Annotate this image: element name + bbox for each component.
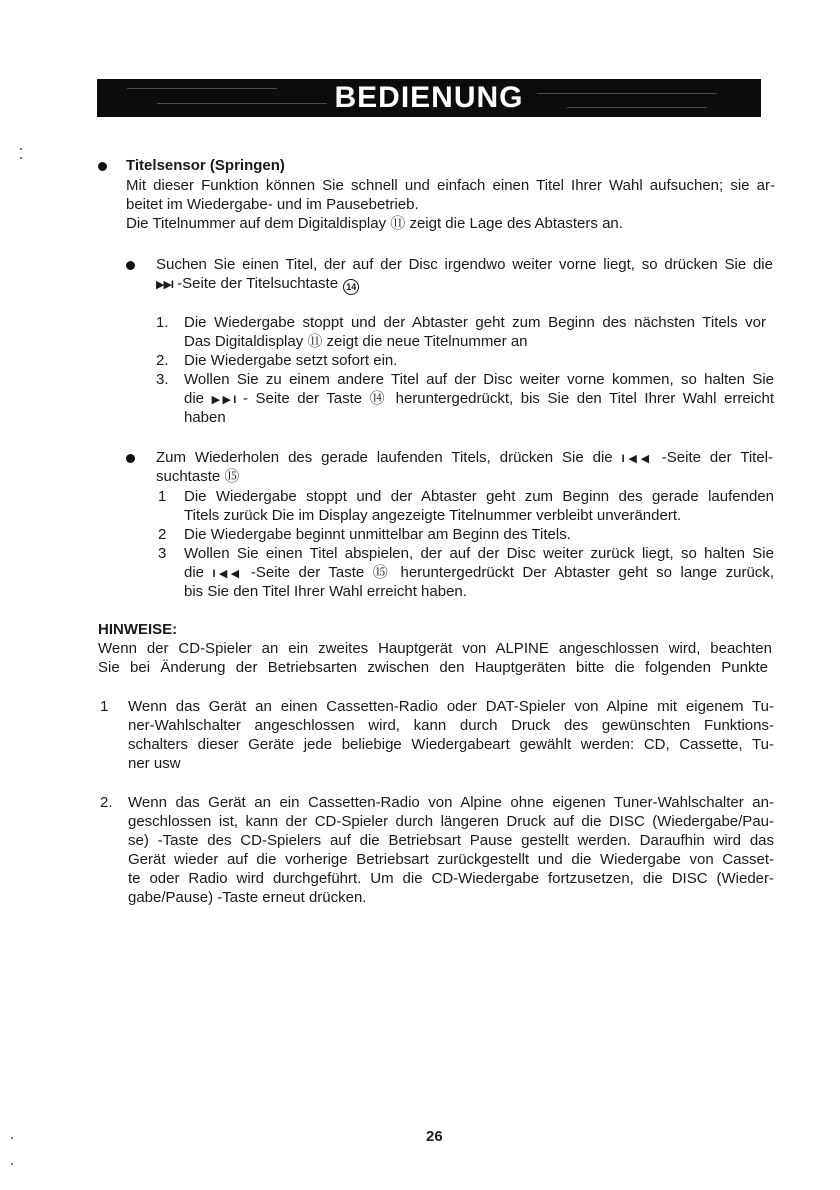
note-2-line-1: Wenn das Gerät an ein Cassetten-Radio von Alpine ohne eigenen Tuner-Wahlschalter an- xyxy=(128,794,774,811)
backward-step-3-line-1: Wollen Sie einen Titel abspielen, der auf der Disc weiter zurück liegt, so halten Sie xyxy=(184,545,774,562)
skip-forward-icon: ▶▶I xyxy=(156,279,173,291)
scan-speck xyxy=(20,148,22,150)
scan-speck xyxy=(11,1163,13,1165)
backward-step-1-line-2: Titels zurück Die im Display angezeigte Titelnummer verbleibt unverändert. xyxy=(184,507,682,524)
forward-step-1-line-2: Das Digitaldisplay ⑪ zeigt die neue Titelnummer an xyxy=(184,333,528,350)
key-ref-badge: 14 xyxy=(343,279,359,295)
forward-bullet xyxy=(126,261,135,270)
forward-line-1: Suchen Sie einen Titel, der auf der Disc irgendwo weiter vorne liegt, so drücken Sie die xyxy=(156,256,773,273)
backward-step-2-line-1: Die Wiedergabe beginnt unmittelbar am Beginn des Titels. xyxy=(184,526,571,543)
note-2-line-2: geschlossen ist, kann der CD-Spieler durch längeren Druck auf die DISC (Wiedergabe/Pau- xyxy=(128,813,774,830)
backward-step-3-line-3: bis Sie den Titel Ihrer Wahl erreicht haben. xyxy=(184,583,467,600)
scan-speck xyxy=(20,157,22,159)
intro-line-2: beitet im Wiedergabe- und im Pausebetrieb. xyxy=(126,196,419,213)
note-1-num: 1 xyxy=(100,698,109,715)
forward-step-2-num: 2. xyxy=(156,352,169,369)
section-bullet xyxy=(98,162,107,171)
note-1-line-2: ner-Wahlschalter angeschlossen wird, kann durch Druck des gewünschten Funktions- xyxy=(128,717,774,734)
skip-forward-icon: ▶▶I xyxy=(211,394,236,406)
note-1-line-3: schalters dieser Geräte jede beliebige Wiedergabeart gewählt werden: CD, Cassette, Tu- xyxy=(128,736,774,753)
note-2-line-6: gabe/Pause) -Taste erneut drücken. xyxy=(128,889,367,906)
forward-step-1-num: 1. xyxy=(156,314,169,331)
notes-intro-line-2: Sie bei Änderung der Betriebsarten zwischen den Hauptgeräten bitte die folgenden Punkte xyxy=(98,659,768,676)
forward-step-2-line-1: Die Wiedergabe setzt sofort ein. xyxy=(184,352,398,369)
skip-back-icon: I◀◀ xyxy=(621,453,653,465)
forward-step-3-line-2: die ▶▶I - Seite der Taste ⑭ heruntergedrückt, bis Sie den Titel Ihrer Wahl erreicht xyxy=(184,390,775,407)
backward-bullet xyxy=(126,454,135,463)
page-header-banner xyxy=(97,79,761,117)
backward-step-3-line-2: die I◀◀ -Seite der Taste ⑮ heruntergedrückt Der Abtaster geht so lange zurück, xyxy=(184,564,775,581)
note-2-line-5: te oder Radio wird durchgeführt. Um die CD-Wiedergabe fortzusetzen, die DISC (Wieder- xyxy=(128,870,774,887)
note-2-line-4: Gerät wieder auf die vorherige Betriebsart zurückgestellt und die Wiedergabe von Casset- xyxy=(128,851,774,868)
forward-step-3-line-3: haben xyxy=(184,409,226,426)
backward-step-1-num: 1 xyxy=(158,488,167,505)
page-number: 26 xyxy=(426,1128,443,1145)
backward-line-2: suchtaste ⑮ xyxy=(156,468,240,485)
intro-line-1: Mit dieser Funktion können Sie schnell und einfach einen Titel Ihrer Wahl aufsuchen; sie ar- xyxy=(126,177,775,194)
backward-line-1: Zum Wiederholen des gerade laufenden Titels, drücken Sie die I◀◀ -Seite der Titel- xyxy=(156,449,774,466)
intro-line-3: Die Titelnummer auf dem Digitaldisplay ⑪ zeigt die Lage des Abtasters an. xyxy=(126,215,623,232)
backward-step-3-num: 3 xyxy=(158,545,167,562)
notes-heading: HINWEISE: xyxy=(98,621,178,638)
note-1-line-1: Wenn das Gerät an einen Cassetten-Radio oder DAT-Spieler von Alpine mit eigenem Tu- xyxy=(128,698,774,715)
forward-step-3-num: 3. xyxy=(156,371,169,388)
section-heading: Titelsensor (Springen) xyxy=(126,157,285,174)
forward-line-2: ▶▶I -Seite der Titelsuchtaste 14 xyxy=(156,274,360,295)
backward-step-1-line-1: Die Wiedergabe stoppt und der Abtaster geht zum Beginn des gerade laufenden xyxy=(184,488,774,505)
forward-step-1-line-1: Die Wiedergabe stoppt und der Abtaster geht zum Beginn des nächsten Titels vor xyxy=(184,314,766,331)
notes-intro-line-1: Wenn der CD-Spieler an ein zweites Hauptgerät von ALPINE angeschlossen wird, beachten xyxy=(98,640,772,657)
page-title: BEDIENUNG xyxy=(320,79,537,117)
note-1-line-4: ner usw xyxy=(128,755,181,772)
forward-step-3-line-1: Wollen Sie zu einem andere Titel auf der Disc weiter vorne kommen, so halten Sie xyxy=(184,371,774,388)
skip-back-icon: I◀◀ xyxy=(212,568,243,580)
note-2-num: 2. xyxy=(100,794,113,811)
note-2-line-3: se) -Taste des CD-Spielers auf die Betriebsart Pause gestellt werden. Daraufhin wird das xyxy=(128,832,774,849)
backward-step-2-num: 2 xyxy=(158,526,167,543)
scan-speck xyxy=(11,1137,13,1139)
